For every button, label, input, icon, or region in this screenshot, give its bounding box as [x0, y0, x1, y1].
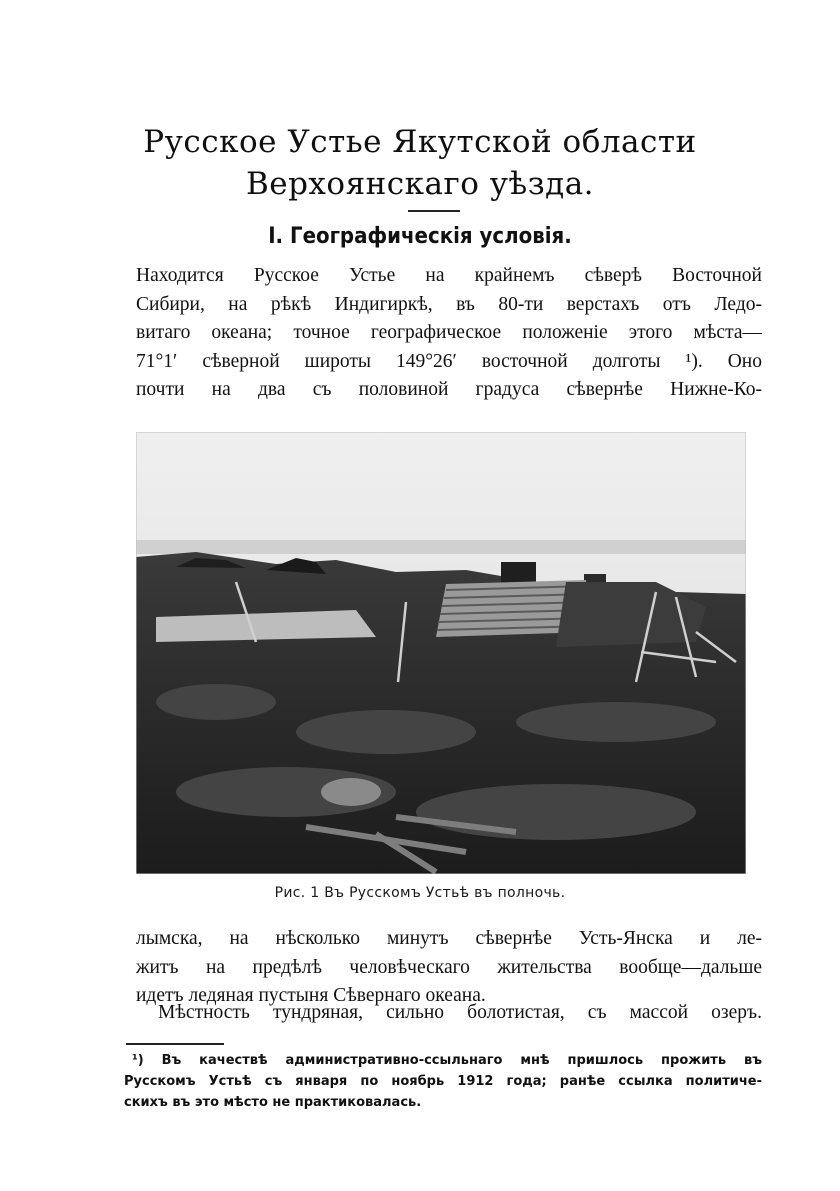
paragraph-1 [136, 262, 762, 405]
title-line-2: Верхоянскаго уѣзда. [245, 166, 595, 202]
paragraph-2-line: лымска, на нѣсколько минутъ сѣвернѣе Усть-Янска и ле- [136, 928, 762, 949]
footnote-divider [126, 1043, 224, 1045]
footnote-line: ¹) Въ качествѣ административно-ссыльнаго мнѣ пришлось прожить въ [132, 1053, 762, 1068]
paragraph-1-line: почти на два съ половиной градуса сѣвернѣе Нижне-Ко- [136, 379, 762, 400]
figure-photo [136, 432, 746, 874]
paragraph-3-line: Мѣстность тундряная, сильно болотистая, съ массой озеръ. [158, 1002, 762, 1023]
footnote [124, 1050, 762, 1113]
paragraph-2-line: житъ на предѣлѣ человѣческаго жительства вообще—дальше [136, 956, 762, 978]
paragraph-1-line: 71°1′ сѣверной широты 149°26′ восточной долготы ¹). Оно [136, 350, 762, 372]
paragraph-1-line: витаго океана; точное географическое положеніе этого мѣста— [136, 322, 762, 343]
paragraph-3 [136, 999, 762, 1028]
footnote-line: Русскомъ Устьѣ съ января по ноябрь 1912 года; ранѣе ссылка политиче- [124, 1074, 762, 1089]
paragraph-1-line: Сибири, на рѣкѣ Индигиркѣ, въ 80-ти верстахъ отъ Ледо- [136, 293, 762, 315]
paragraph-1-line: Находится Русское Устье на крайнемъ сѣверѣ Восточной [136, 265, 762, 286]
paragraph-2 [136, 925, 762, 1011]
section-heading: I. Географическія условія. [268, 224, 572, 249]
paragraph-2-line: идетъ ледяная пустыня Сѣвернаго океана. [136, 985, 486, 1006]
figure-caption: Рис. 1 Въ Русскомъ Устьѣ въ полночь. [274, 885, 566, 901]
title-line-1: Русское Устье Якутской области [143, 124, 697, 160]
title-divider [408, 210, 460, 212]
footnote-line: скихъ въ это мѣсто не практиковалась. [124, 1095, 422, 1110]
